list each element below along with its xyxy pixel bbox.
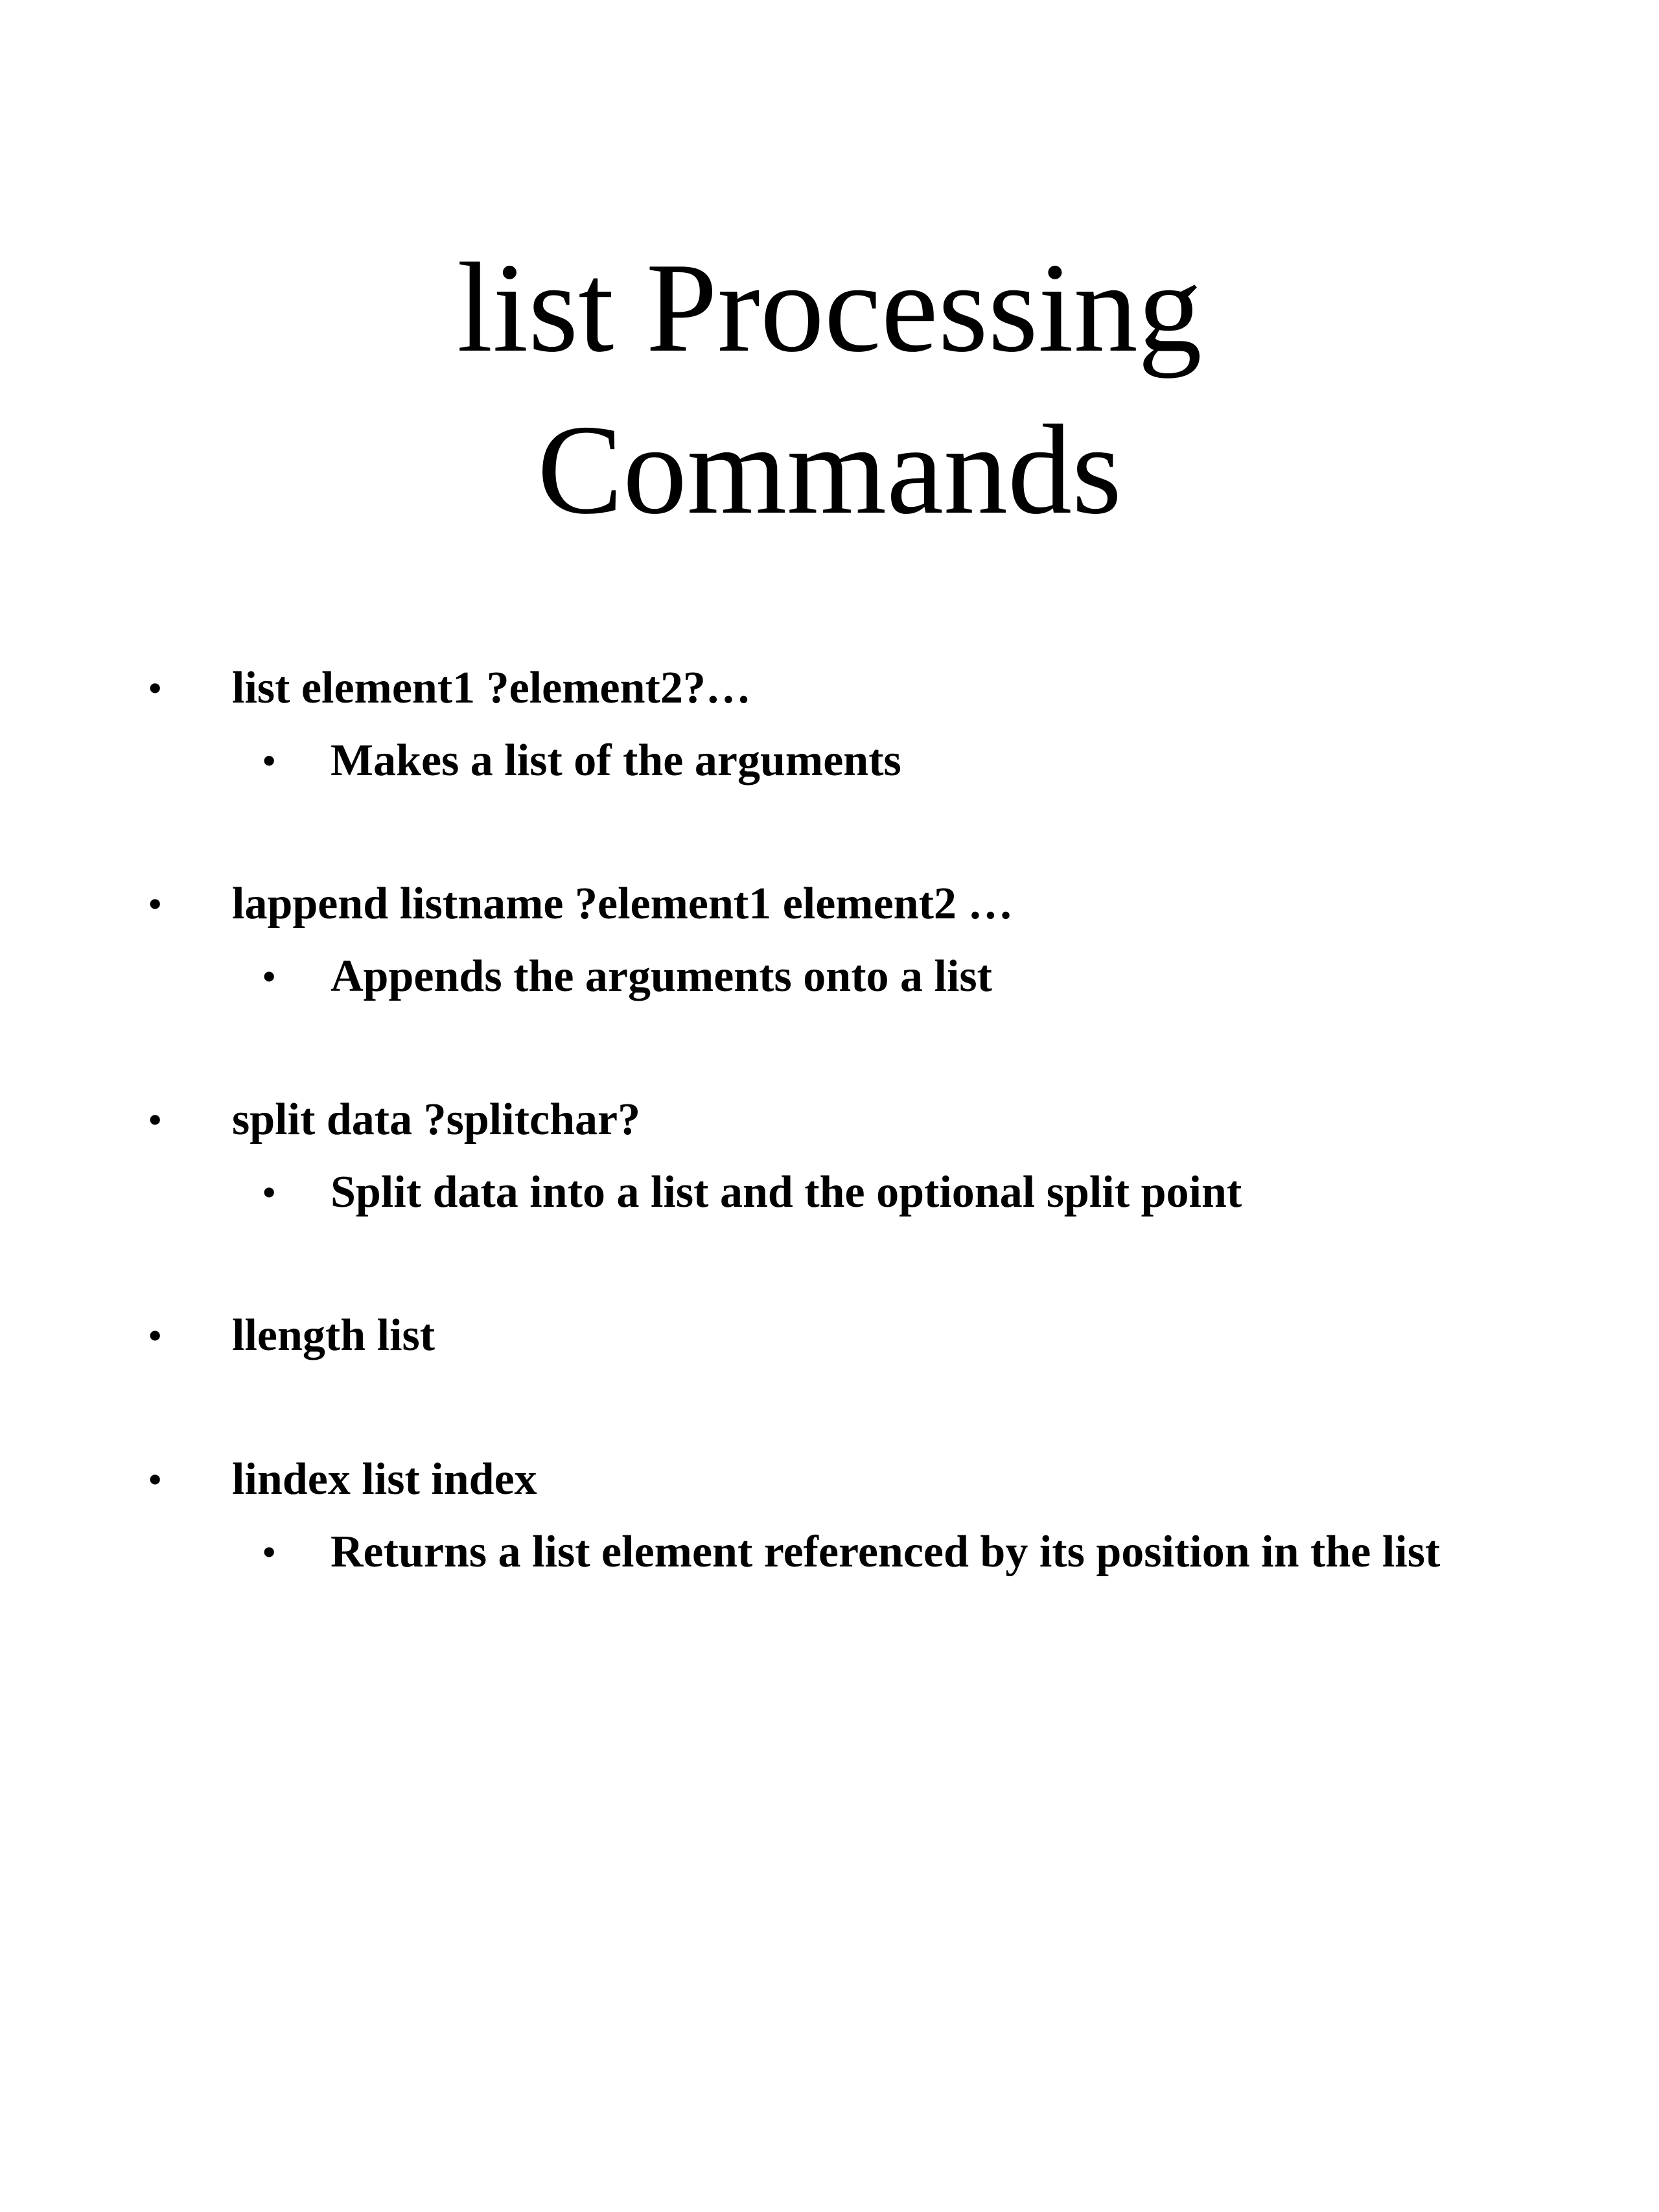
list-item: [262, 731, 901, 791]
list-item: [262, 1163, 1242, 1222]
bullet-icon: •: [148, 665, 163, 711]
bullet-icon: •: [262, 1169, 277, 1215]
description-text: Split data into a list and the optional split point: [331, 1167, 1242, 1217]
bullet-icon: •: [262, 953, 277, 999]
description-text: Makes a list of the arguments: [331, 736, 901, 786]
bullet-icon: •: [148, 1456, 163, 1502]
list-item: [148, 1306, 435, 1366]
title-line-2: Commands: [537, 399, 1122, 541]
command-text: lappend listname ?element1 element2 …: [232, 879, 1014, 929]
bullet-icon: •: [262, 738, 277, 784]
bullet-icon: •: [262, 1529, 277, 1575]
bullet-icon: •: [148, 881, 163, 927]
list-item: [262, 947, 992, 1007]
title-line-1: list Processing: [457, 237, 1202, 378]
command-text: list element1 ?element2?…: [232, 663, 751, 713]
list-item: [148, 1090, 641, 1150]
command-text: split data ?splitchar?: [232, 1095, 641, 1145]
command-text: llength list: [232, 1310, 435, 1360]
list-item: [148, 874, 1014, 934]
command-text: lindex list index: [232, 1454, 537, 1504]
bullet-icon: •: [148, 1312, 163, 1358]
list-item: [262, 1522, 1523, 1582]
list-item: [148, 1450, 537, 1509]
list-item: [148, 658, 751, 718]
description-text: Appends the arguments onto a list: [331, 951, 992, 1001]
bullet-icon: •: [148, 1097, 163, 1143]
description-text: Returns a list element referenced by its position in the list: [331, 1527, 1441, 1577]
